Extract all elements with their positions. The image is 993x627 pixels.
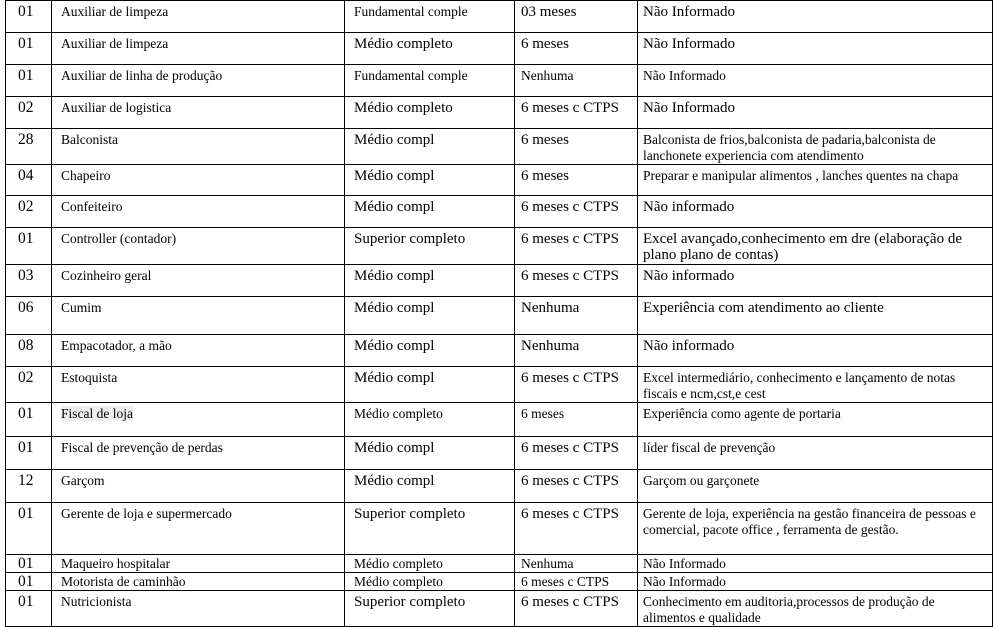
quantity-cell: 01 (6, 437, 52, 470)
table-row (6, 573, 993, 591)
education-cell: Médio compl (345, 196, 515, 228)
education-cell: Médio completo (345, 555, 515, 573)
experience-cell: 6 meses (515, 129, 638, 165)
education-cell: Médio completo (345, 97, 515, 129)
requirements-cell: Não Informado (638, 555, 993, 573)
experience-cell: 6 meses c CTPS (515, 228, 638, 265)
quantity-cell: 02 (6, 196, 52, 228)
experience-cell: 03 meses (515, 1, 638, 33)
education-cell: Fundamental comple (345, 1, 515, 33)
position-cell (52, 403, 345, 437)
requirements-cell: Não informado (638, 265, 993, 297)
quantity-cell: 08 (6, 335, 52, 367)
quantity-cell: 01 (6, 1, 52, 33)
position-cell: Auxiliar de limpeza (52, 33, 345, 65)
table-row (6, 591, 993, 627)
education-cell: Médio compl (345, 367, 515, 403)
position-cell: Confeiteiro (52, 196, 345, 228)
education-cell: Superior completo (345, 503, 515, 555)
quantity-cell: 02 (6, 97, 52, 129)
quantity-cell: 01 (6, 65, 52, 97)
requirements-cell: Não informado (638, 335, 993, 367)
table-row (6, 165, 993, 196)
table-row (6, 335, 993, 367)
position-cell: Auxiliar de linha de produção (52, 65, 345, 97)
requirements-cell: Experiência com atendimento ao cliente (638, 297, 993, 335)
experience-cell: 6 meses c CTPS (515, 196, 638, 228)
experience-cell: Nenhuma (515, 65, 638, 97)
vacancies-table (5, 0, 993, 627)
position-cell: Cumim (52, 297, 345, 335)
position-cell: Maqueiro hospitalar (52, 555, 345, 573)
requirements-cell: Conhecimento em auditoria,processos de produção de alimentos e qualidade (638, 591, 993, 627)
table-row (6, 97, 993, 129)
position-cell: Nutricionista (52, 591, 345, 627)
quantity-cell: 01 (6, 555, 52, 573)
education-cell: Médio completo (345, 33, 515, 65)
table-row (6, 196, 993, 228)
quantity-cell: 28 (6, 129, 52, 165)
quantity-cell: 01 (6, 503, 52, 555)
experience-cell: 6 meses (515, 33, 638, 65)
table-row (6, 129, 993, 165)
experience-cell: 6 meses c CTPS (515, 503, 638, 555)
experience-cell: Nenhuma (515, 335, 638, 367)
table-row (6, 65, 993, 97)
requirements-cell: Não Informado (638, 65, 993, 97)
requirements-cell: Garçom ou garçonete (638, 470, 993, 503)
requirements-cell: Não Informado (638, 33, 993, 65)
education-cell: Médio compl (345, 437, 515, 470)
table-row (6, 33, 993, 65)
position-cell: Fiscal de prevenção de perdas (52, 437, 345, 470)
table-row (6, 403, 993, 437)
requirements-cell: Preparar e manipular alimentos , lanches quentes na chapa (638, 165, 993, 196)
table-row (6, 228, 993, 265)
position-cell: Controller (contador) (52, 228, 345, 265)
requirements-cell: Não Informado (638, 97, 993, 129)
education-cell: Médio completo (345, 403, 515, 437)
quantity-cell: 01 (6, 228, 52, 265)
requirements-cell: Não Informado (638, 1, 993, 33)
quantity-cell: 12 (6, 470, 52, 503)
requirements-cell: Gerente de loja, experiência na gestão financeira de pessoas e comercial, pacote office , ferramenta de gestão. (638, 503, 993, 555)
education-cell: Superior completo (345, 591, 515, 627)
education-cell: Fundamental comple (345, 65, 515, 97)
requirements-cell: líder fiscal de prevenção (638, 437, 993, 470)
experience-cell: Nenhuma (515, 555, 638, 573)
position-cell: Balconista (52, 129, 345, 165)
experience-cell: 6 meses c CTPS (515, 470, 638, 503)
highlighted-position-label: Fiscal de loja (61, 406, 133, 421)
quantity-cell: 01 (6, 403, 52, 437)
table-row (6, 555, 993, 573)
position-cell: Auxiliar de limpeza (52, 1, 345, 33)
experience-cell: 6 meses c CTPS (515, 97, 638, 129)
education-cell: Médio compl (345, 265, 515, 297)
experience-cell: 6 meses c CTPS (515, 265, 638, 297)
requirements-cell: Excel intermediário, conhecimento e lançamento de notas fiscais e ncm,cst,e cest (638, 367, 993, 403)
position-cell: Empacotador, a mão (52, 335, 345, 367)
quantity-cell: 04 (6, 165, 52, 196)
education-cell: Médio compl (345, 165, 515, 196)
education-cell: Médio compl (345, 470, 515, 503)
requirements-cell: Balconista de frios,balconista de padaria,balconista de lanchonete experiencia com atendimento (638, 129, 993, 165)
education-cell: Médio completo (345, 573, 515, 591)
experience-cell: Nenhuma (515, 297, 638, 335)
experience-cell: 6 meses c CTPS (515, 437, 638, 470)
position-cell: Gerente de loja e supermercado (52, 503, 345, 555)
experience-cell: 6 meses c CTPS (515, 573, 638, 591)
table-row (6, 265, 993, 297)
quantity-cell: 01 (6, 33, 52, 65)
requirements-cell: Não Informado (638, 573, 993, 591)
position-cell: Auxiliar de logistica (52, 97, 345, 129)
table-row (6, 367, 993, 403)
education-cell: Médio compl (345, 335, 515, 367)
position-cell: Estoquista (52, 367, 345, 403)
position-cell: Motorista de caminhão (52, 573, 345, 591)
quantity-cell: 01 (6, 591, 52, 627)
quantity-cell: 01 (6, 573, 52, 591)
requirements-cell: Excel avançado,conhecimento em dre (elaboração de plano plano de contas) (638, 228, 993, 265)
table-row (6, 503, 993, 555)
experience-cell: 6 meses c CTPS (515, 367, 638, 403)
position-cell: Cozinheiro geral (52, 265, 345, 297)
table-row (6, 1, 993, 33)
position-cell: Chapeiro (52, 165, 345, 196)
table-row (6, 297, 993, 335)
education-cell: Médio compl (345, 297, 515, 335)
quantity-cell: 06 (6, 297, 52, 335)
experience-cell: 6 meses c CTPS (515, 591, 638, 627)
education-cell: Superior completo (345, 228, 515, 265)
table-row (6, 470, 993, 503)
requirements-cell: Não informado (638, 196, 993, 228)
table-row (6, 437, 993, 470)
quantity-cell: 02 (6, 367, 52, 403)
experience-cell: 6 meses (515, 403, 638, 437)
education-cell: Médio compl (345, 129, 515, 165)
requirements-cell: Experiência como agente de portaria (638, 403, 993, 437)
position-cell: Garçom (52, 470, 345, 503)
quantity-cell: 03 (6, 265, 52, 297)
experience-cell: 6 meses (515, 165, 638, 196)
